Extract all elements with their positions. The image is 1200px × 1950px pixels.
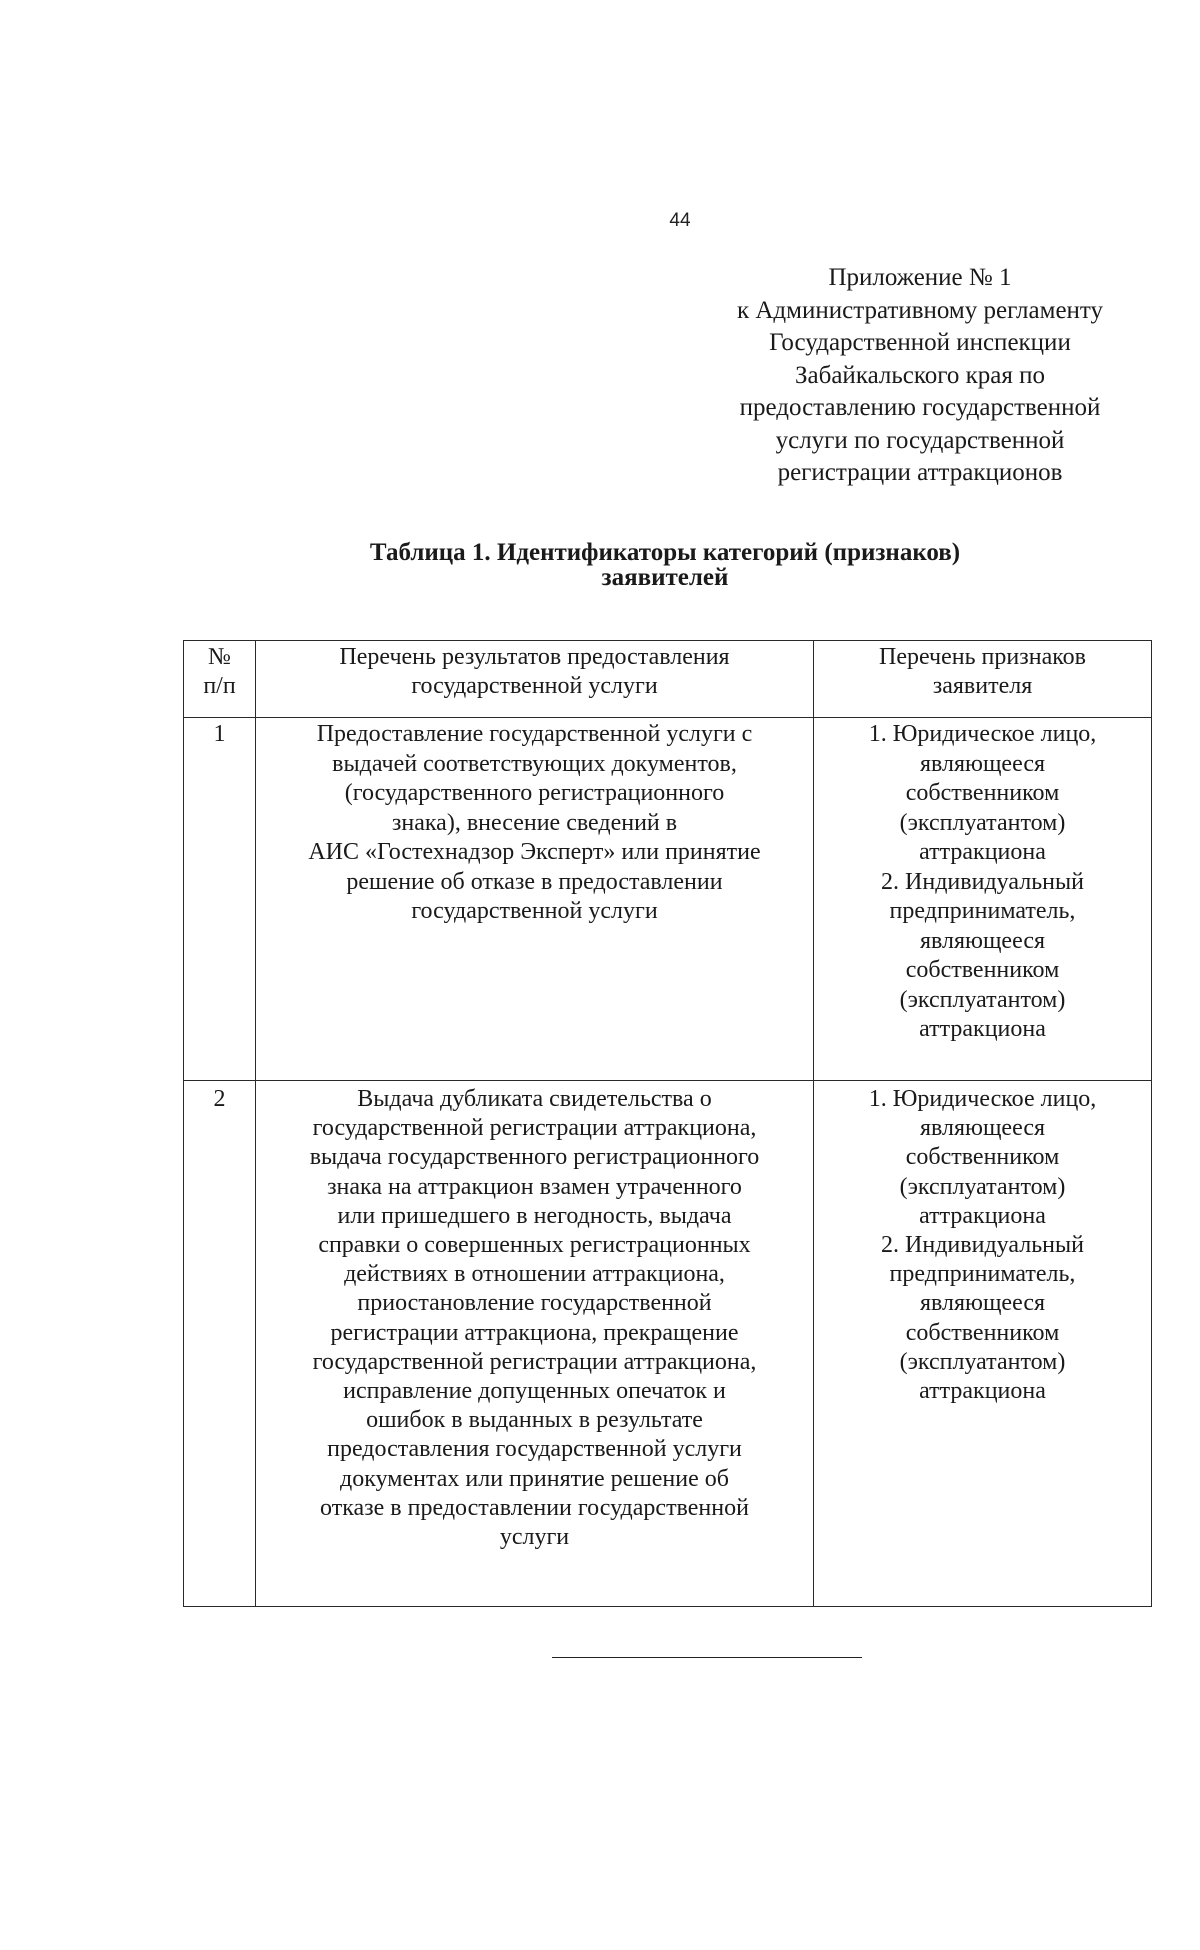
header-line: заявителя	[932, 673, 1033, 699]
signs-line: предприниматель,	[889, 898, 1076, 924]
results-line: услуги	[499, 1524, 570, 1551]
header-signs	[814, 641, 1152, 718]
signs-line: предприниматель,	[889, 1261, 1076, 1288]
results-line: Выдача дубликата свидетельства о	[357, 1086, 712, 1112]
signs-line: являющееся	[919, 1115, 1046, 1142]
results-line: справки о совершенных регистрационных	[318, 1232, 751, 1259]
results-line: предоставления государственной услуги	[327, 1436, 742, 1463]
applicant-categories-table	[183, 640, 1152, 1607]
footer-divider	[552, 1657, 862, 1658]
header-line: Перечень результатов предоставления	[339, 644, 730, 670]
table-header-row	[184, 641, 1152, 718]
cell-signs	[814, 1081, 1152, 1607]
signs-line: собственником	[905, 1319, 1060, 1346]
signs-line: 1. Юридическое лицо,	[868, 721, 1097, 747]
results-line: исправление допущенных опечаток и	[343, 1378, 726, 1405]
signs-line: являющееся	[919, 1290, 1046, 1317]
appendix-line: Государственной инспекции	[769, 329, 1071, 356]
signs-line: (эксплуатантом)	[899, 986, 1066, 1013]
results-line: регистрации аттракциона, прекращение	[330, 1319, 739, 1346]
appendix-line: регистрации аттракционов	[777, 459, 1063, 486]
table-row	[184, 718, 1152, 1081]
cell-results	[256, 718, 814, 1081]
signs-line: 1. Юридическое лицо,	[868, 1086, 1097, 1112]
signs-line: (эксплуатантом)	[899, 1348, 1066, 1375]
table-title-line: заявителей	[601, 564, 729, 591]
results-line: или пришедшего в негодность, выдача	[337, 1202, 732, 1229]
row-number: 1	[213, 721, 226, 747]
signs-line: аттракциона	[919, 839, 1046, 865]
signs-line: (эксплуатантом)	[899, 809, 1066, 836]
results-line: ошибок в выданных в результате	[366, 1407, 703, 1434]
results-line: знака), внесение сведений в	[391, 809, 678, 836]
cell-results	[256, 1081, 814, 1607]
results-line: выдача государственного регистрационного	[309, 1144, 760, 1171]
appendix-line: Приложение № 1	[828, 264, 1012, 291]
header-results	[256, 641, 814, 718]
table-row	[184, 1081, 1152, 1607]
appendix-line: к Административному регламенту	[736, 296, 1104, 324]
header-line: п/п	[203, 673, 236, 699]
cell-num	[184, 1081, 256, 1607]
header-line: №	[208, 644, 231, 670]
results-line: приостановление государственной	[357, 1290, 712, 1317]
results-line: отказе в предоставлении государственной	[320, 1494, 749, 1521]
cell-signs	[814, 718, 1152, 1081]
results-line: знака на аттракцион взамен утраченного	[327, 1173, 742, 1200]
table-title-line: Таблица 1. Идентификаторы категорий (признаков)	[369, 539, 961, 566]
results-line: Предоставление государственной услуги с	[316, 721, 753, 747]
results-line: АИС «Гостехнадзор Эксперт» или принятие	[308, 839, 761, 865]
page-number: 44	[669, 210, 691, 231]
signs-line: аттракциона	[919, 1016, 1046, 1042]
signs-line: (эксплуатантом)	[899, 1173, 1066, 1200]
header-line: Перечень признаков	[879, 644, 1086, 670]
signs-line: являющееся	[919, 750, 1046, 777]
appendix-line: услуги по государственной	[775, 426, 1065, 454]
header-num	[184, 641, 256, 718]
results-line: (государственного регистрационного	[344, 780, 725, 806]
appendix-line: Забайкальского края по	[795, 361, 1045, 389]
row-number: 2	[213, 1086, 226, 1112]
results-line: выдачей соответствующих документов,	[332, 750, 737, 777]
results-line: действиях в отношении аттракциона,	[344, 1261, 725, 1288]
signs-line: аттракциона	[919, 1378, 1046, 1405]
signs-line: 2. Индивидуальный	[881, 1232, 1084, 1259]
signs-line: являющееся	[919, 927, 1046, 954]
signs-line: собственником	[905, 780, 1060, 806]
signs-line: собственником	[905, 957, 1060, 983]
table-title	[240, 540, 1090, 590]
signs-line: собственником	[905, 1144, 1060, 1171]
signs-line: 2. Индивидуальный	[881, 868, 1084, 895]
results-line: решение об отказе в предоставлении	[346, 868, 723, 895]
signs-line: аттракциона	[919, 1202, 1046, 1229]
appendix-line: предоставлению государственной	[739, 394, 1101, 421]
results-line: документах или принятие решение об	[340, 1465, 729, 1492]
results-line: государственной регистрации аттракциона,	[312, 1348, 757, 1375]
appendix-header	[700, 262, 1140, 490]
cell-num	[184, 718, 256, 1081]
header-line: государственной услуги	[411, 673, 658, 699]
results-line: государственной регистрации аттракциона,	[312, 1115, 757, 1142]
results-line: государственной услуги	[411, 898, 658, 924]
